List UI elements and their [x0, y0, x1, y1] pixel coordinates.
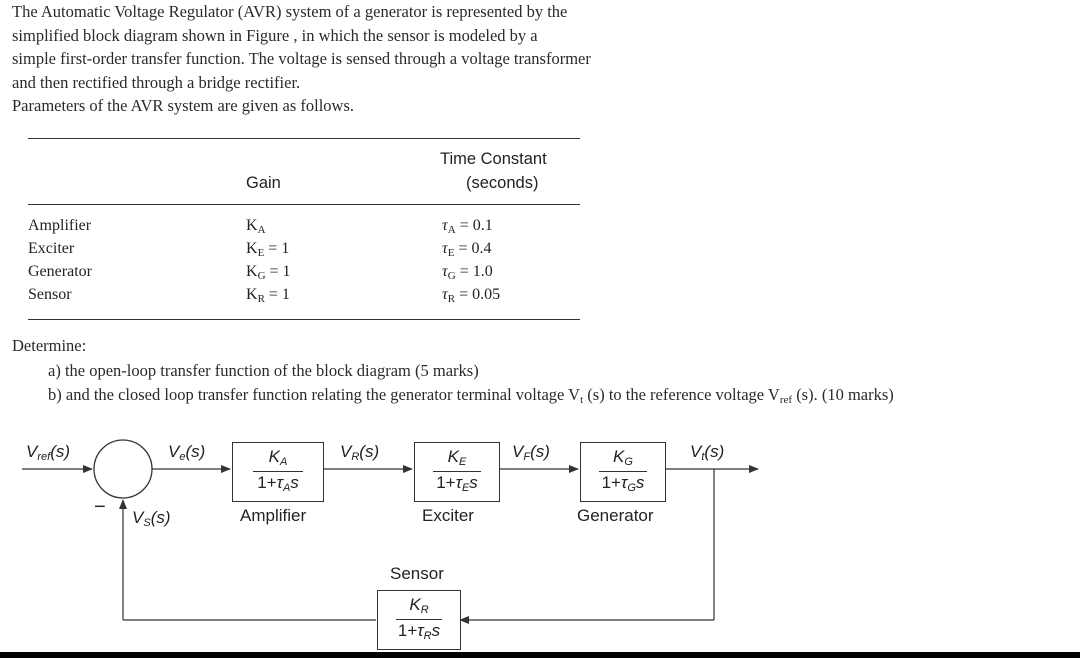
exciter-block [414, 442, 500, 502]
signal-vr: $V_R(s)$ [340, 442, 380, 463]
row-gain: $K_R = 1$ [246, 286, 290, 305]
table-header-rule [28, 204, 580, 205]
header-seconds: (seconds) [466, 174, 539, 192]
exciter-caption: Exciter [422, 506, 474, 525]
intro-line-1: The Automatic Voltage Regulator (AVR) system of a generator is represented by the [12, 2, 568, 21]
intro-line-3: simple first-order transfer function. The voltage is sensed through a voltage transformer [12, 49, 591, 68]
parameter-table [28, 138, 580, 320]
intro-line-5: Parameters of the AVR system are given as follows. [12, 96, 355, 115]
bottom-band [0, 652, 1080, 658]
row-tau: $\tau_E = 0.4$ [442, 240, 492, 259]
exciter-denominator: $1+\tau_Es$ [436, 473, 478, 494]
table-bottom-rule [28, 319, 580, 320]
row-name: Generator [28, 263, 92, 280]
sensor-caption: Sensor [390, 564, 444, 583]
fraction-bar [253, 471, 303, 472]
determine-label: Determine: [12, 336, 87, 355]
signal-vs: $V_S(s)$ [132, 508, 171, 529]
row-gain: $K_E = 1$ [246, 240, 290, 259]
row-gain: $K_G = 1$ [246, 263, 291, 282]
row-gain: $K_A$ [246, 217, 266, 236]
generator-numerator: $K_G$ [613, 447, 633, 468]
header-gain: Gain [246, 174, 281, 192]
fraction-bar [396, 619, 442, 620]
signal-vt: $V_t(s)$ [690, 442, 725, 463]
signal-vref: $V_{ref}(s)$ [26, 442, 71, 463]
signal-ve: $V_e(s)$ [168, 442, 206, 463]
amplifier-numerator: $K_A$ [268, 447, 288, 468]
exciter-numerator: $K_E$ [447, 447, 467, 468]
row-tau: $\tau_R = 0.05$ [442, 286, 501, 305]
row-tau: $\tau_G = 1.0$ [442, 263, 493, 282]
row-tau: $\tau_A = 0.1$ [442, 217, 493, 236]
row-name: Exciter [28, 240, 75, 257]
generator-denominator: $1+\tau_Gs$ [601, 473, 645, 494]
table-top-rule [28, 138, 580, 139]
minus-sign: − [94, 496, 106, 518]
row-name: Sensor [28, 286, 72, 303]
sensor-numerator: $K_R$ [409, 595, 429, 616]
problem-intro [12, 0, 712, 118]
row-name: Amplifier [28, 217, 92, 234]
intro-line-2: simplified block diagram shown in Figure , in which the sensor is modeled by a [12, 25, 538, 45]
question-a: a) the open-loop transfer function of the block diagram (5 marks) [48, 361, 479, 380]
question-b: b) and the closed loop transfer function relating the generator terminal voltage $V_t$ (s) to the reference voltage $V_{ref}$ (s). (10 marks) [48, 385, 894, 406]
amplifier-denominator: $1+\tau_As$ [257, 473, 299, 494]
sensor-block [377, 590, 461, 650]
generator-block [580, 442, 666, 502]
amplifier-caption: Amplifier [240, 506, 307, 525]
header-time-constant: Time Constant [440, 150, 547, 168]
avr-block-diagram [0, 420, 1080, 652]
signal-vf: $V_F(s)$ [512, 442, 550, 463]
fraction-bar [433, 471, 480, 472]
sensor-denominator: $1+\tau_Rs$ [397, 621, 441, 642]
amplifier-block [232, 442, 324, 502]
summing-junction [94, 440, 152, 498]
fraction-bar [599, 471, 646, 472]
intro-line-4: and then rectified through a bridge rectifier. [12, 72, 301, 92]
generator-caption: Generator [577, 506, 654, 525]
